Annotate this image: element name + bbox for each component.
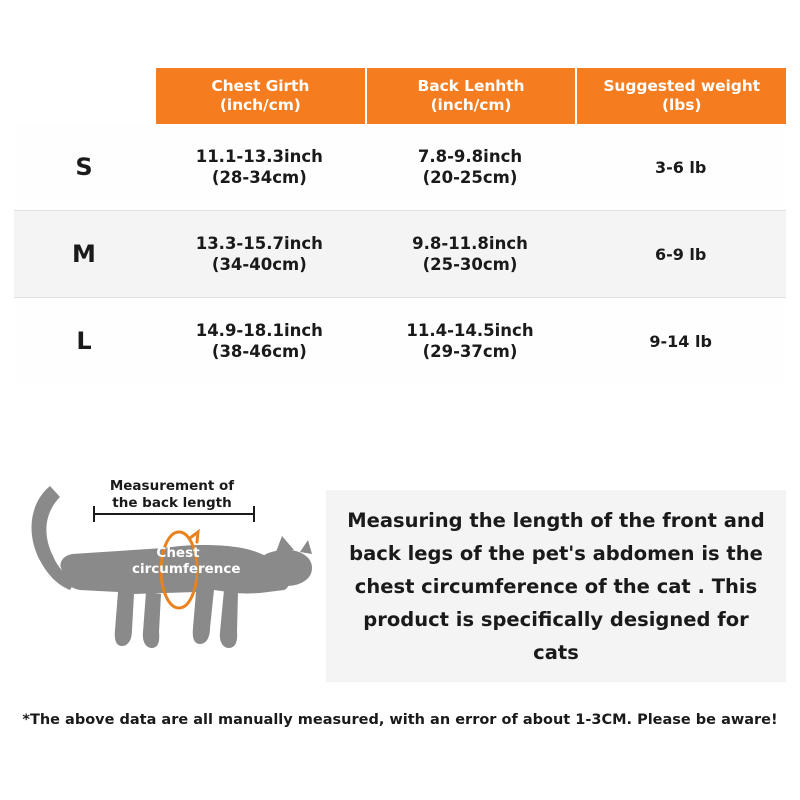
cell-back-length [365,298,576,384]
back-length-label-line2: the back length [112,495,232,511]
row-size-label: S [14,124,154,211]
column-header-suggested-weight [575,68,786,124]
cell-back-length-inch: 11.4-14.5inch [406,321,534,340]
cell-back-length-inch: 7.8-9.8inch [417,147,523,166]
back-length-label [92,478,252,512]
cell-chest-girth-cm: (38-46cm) [211,342,307,361]
chest-circumference-label-line2: circumference [132,561,241,577]
cell-suggested-weight: 9-14 lb [575,298,786,384]
cat-measurement-diagram [14,452,322,692]
column-header-chest-girth-line2: (inch/cm) [219,96,301,114]
cell-suggested-weight: 6-9 lb [575,211,786,298]
table-header [14,68,786,124]
column-header-suggested-weight-line1: Suggested weight [603,77,760,95]
cell-back-length-cm: (20-25cm) [422,168,518,187]
cell-back-length-inch: 9.8-11.8inch [412,234,528,253]
table-row [14,211,786,298]
cell-chest-girth [154,211,365,298]
footnote-text: *The above data are all manually measured, with an error of about 1-3CM. Please be aware! [22,712,778,728]
row-size-label: M [14,211,154,298]
lower-section [14,452,786,702]
chest-circumference-label-line1: Chest [156,545,200,561]
column-header-chest-girth-line1: Chest Girth [211,77,310,95]
measurement-note-box [326,490,786,682]
table-body [14,124,786,384]
chest-circumference-label [132,545,241,577]
cell-chest-girth [154,298,365,384]
column-header-back-length-line2: (inch/cm) [430,96,512,114]
cell-suggested-weight: 3-6 lb [575,124,786,211]
cell-back-length [365,211,576,298]
table-row [14,124,786,211]
cell-back-length-cm: (29-37cm) [422,342,518,361]
column-header-back-length [365,68,576,124]
column-header-suggested-weight-line2: (lbs) [662,96,702,114]
row-size-label: L [14,298,154,384]
table-row [14,298,786,384]
cell-back-length [365,124,576,211]
measurement-note-text: Measuring the length of the front and back legs of the pet's abdomen is the chest circumference of the cat . This product is specifically designed for cats [347,508,765,664]
size-table [14,68,786,384]
table-header-row [14,68,786,124]
column-header-back-length-line1: Back Lenhth [417,77,525,95]
cell-chest-girth-inch: 11.1-13.3inch [195,147,323,166]
back-length-label-line1: Measurement of [109,478,235,494]
cell-chest-girth [154,124,365,211]
cell-chest-girth-inch: 13.3-15.7inch [195,234,323,253]
cell-back-length-cm: (25-30cm) [422,255,518,274]
column-header-chest-girth [154,68,365,124]
table-corner-cell [14,68,154,124]
cell-chest-girth-cm: (28-34cm) [211,168,307,187]
cell-chest-girth-inch: 14.9-18.1inch [195,321,323,340]
cell-chest-girth-cm: (34-40cm) [211,255,307,274]
